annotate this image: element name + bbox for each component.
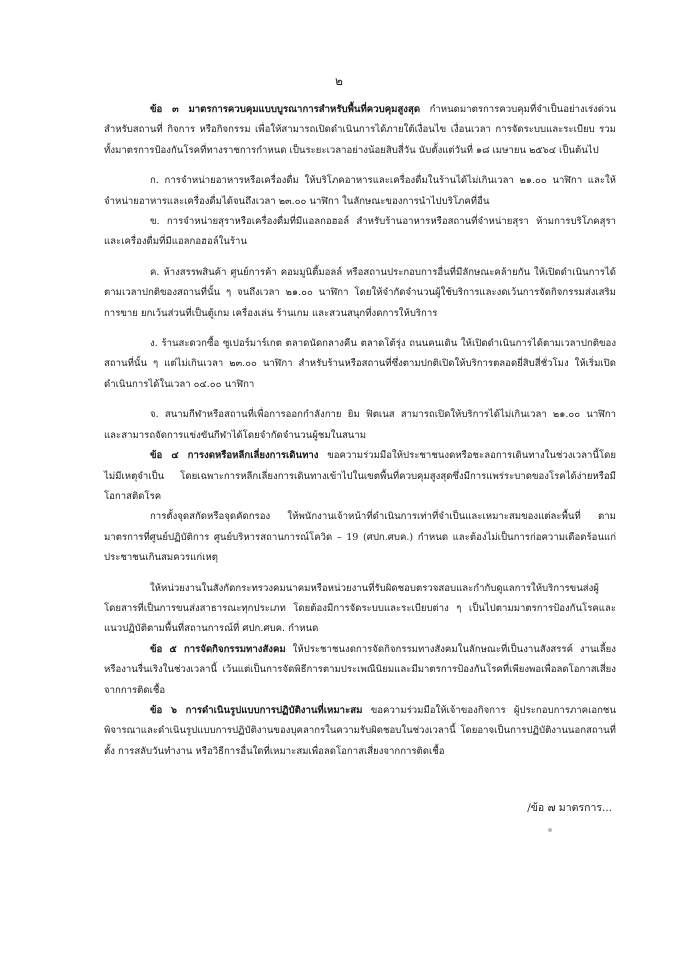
document-body	[104, 100, 616, 762]
paragraph-text: กำหนดมาตรการควบคุมที่จำเป็นอย่างเร่งด่วน สำหรับสถานที่ กิจการ หรือกิจกรรม เพื่อให้สามารถเปิดดำเนินการได้ภายใต้เงื่อนไข เงื่อนเวลา การจัดระบบและระเบียบ รวมทั้งมาตรการป้องกันโรคที่ทางราชการกำหนด เป็นระยะเวลาอย่างน้อยสิบสี่วัน นับตั้งแต่วันที่ ๑๘ เมษายน ๒๕๖๔ เป็นต้นไป	[104, 104, 616, 156]
paragraph-text: ข. การจำหน่ายสุราหรือเครื่องดื่มที่มีแอลกอฮอล์ สำหรับร้านอาหารหรือสถานที่จำหน่ายสุรา ห้ามการบริโภคสุราและเครื่องดื่มที่มีแอลกอฮอล์ในร้าน	[104, 216, 616, 248]
paragraph-text: ขอความร่วมมือให้ประชาชนงดหรือชะลอการเดินทางในช่วงเวลานี้โดยไม่มีเหตุจำเป็น โดยเฉพาะการหลีกเลี่ยงการเดินทางเข้าไปในเขตพื้นที่ควบคุมสูงสุดซึ่งมีการแพร่ระบาดของโรคได้ง่ายหรือมีโอกาสติดโรค	[104, 450, 616, 502]
clause-heading: ข้อ ๕ การจัดกิจกรรมทางสังคม	[150, 643, 286, 655]
paragraph-item-ngo	[104, 334, 616, 395]
paragraph-item-kho-khwai	[104, 263, 616, 324]
paragraph-checkpoints	[104, 507, 616, 568]
paragraph-item-kho	[104, 212, 616, 253]
paragraph-clause-5	[104, 640, 616, 701]
paragraph-text: ให้หน่วยงานในสังกัดกระทรวงคมนาคมหรือหน่วยงานที่รับผิดชอบตรวจสอบและกำกับดูแลการให้บริการขนส่งผู้โดยสารที่เป็นการขนส่งสาธารณะทุกประเภท โดยต้องมีการจัดระบบและระเบียบต่าง ๆ เป็นไปตามมาตรการป้องกันโรคและแนวปฏิบัติตามพื้นที่สถานการณ์ที่ ศปก.ศบค. กำหนด	[104, 582, 616, 635]
paragraph-clause-3	[104, 100, 616, 161]
paragraph-text: ขอความร่วมมือให้เจ้าของกิจการ ผู้ประกอบการภาคเอกชนพิจารณาและดำเนินรูปแบบการปฏิบัติงานของบุคลากรในความรับผิดชอบในช่วงเวลานี้ โดยอาจเป็นการปฏิบัติงานนอกสถานที่ตั้ง การสลับวันทำงาน หรือวิธีการอื่นใดที่เหมาะสมเพื่อลดโอกาสเสี่ยงจากการติดเชื้อ	[104, 704, 616, 757]
clause-heading: ข้อ ๖ การดำเนินรูปแบบการปฏิบัติงานที่เหมาะสม	[150, 704, 363, 716]
paragraph-text: ค. ห้างสรรพสินค้า ศูนย์การค้า คอมมูนิตี้มอลล์ หรือสถานประกอบการอื่นที่มีลักษณะคล้ายกัน ให้เปิดดำเนินการได้ตามเวลาปกติของสถานที่นั้น ๆ จนถึงเวลา ๒๑.๐๐ นาฬิกา โดยให้จำกัดจำนวนผู้ใช้บริการและงดเว้นการจัดกิจกรรมส่งเสริมการขาย ยกเว้นส่วนที่เป็นตู้เกม เครื่องเล่น ร้านเกม และสวนสนุกที่งดการให้บริการ	[104, 266, 616, 319]
paragraph-text: จ. สนามกีฬาหรือสถานที่เพื่อการออกกำลังกาย ยิม ฟิตเนส สามารถเปิดให้บริการได้ไม่เกินเวลา ๒๑.๐๐ นาฬิกา และสามารถจัดการแข่งขันกีฬาได้โดยจำกัดจำนวนผู้ชมในสนาม	[104, 409, 616, 441]
paragraph-text: ง. ร้านสะดวกซื้อ ซูเปอร์มาร์เกต ตลาดนัดกลางคืน ตลาดโต้รุ่ง ถนนคนเดิน ให้เปิดดำเนินการได้ตามเวลาปกติของสถานที่นั้น ๆ แต่ไม่เกินเวลา ๒๓.๐๐ นาฬิกา สำหรับร้านหรือสถานที่ซึ่งตามปกติเปิดให้บริการตลอดยี่สิบสี่ชั่วโมง ให้เริ่มเปิดดำเนินการได้ในเวลา ๐๔.๐๐ นาฬิกา	[104, 338, 616, 390]
page-number: ๒	[335, 74, 343, 88]
paragraph-transport	[104, 579, 616, 640]
clause-heading: ข้อ ๓ มาตรการควบคุมแบบบูรณาการสำหรับพื้นที่ควบคุมสูงสุด	[150, 104, 421, 115]
paragraph-text: ก. การจำหน่ายอาหารหรือเครื่องดื่ม ให้บริโภคอาหารและเครื่องดื่มในร้านได้ไม่เกินเวลา ๒๑.๐๐ นาฬิกา และให้จำหน่ายอาหารและเครื่องดื่มได้จนถึงเวลา ๒๓.๐๐ นาฬิกา ในลักษณะของการนำไปบริโภคที่อื่น	[104, 175, 616, 207]
paragraph-text: การตั้งจุดสกัดหรือจุดคัดกรอง ให้พนักงานเจ้าหน้าที่ดำเนินการเท่าที่จำเป็นและเหมาะสมของแต่ละพื้นที่ ตามมาตรการที่ศูนย์ปฏิบัติการ ศูนย์บริหารสถานการณ์โควิด – 19 (ศปก.ศบค.) กำหนด และต้องไม่เป็นการก่อความเดือดร้อนแก่ประชาชนเกินสมควรแก่เหตุ	[104, 511, 616, 564]
scan-speck	[548, 828, 552, 832]
paragraph-clause-4	[104, 446, 616, 507]
paragraph-clause-6	[104, 701, 616, 762]
paragraph-item-ka	[104, 171, 616, 212]
clause-heading: ข้อ ๔ การงดหรือหลีกเลี่ยงการเดินทาง	[150, 450, 319, 462]
continuation-note: /ข้อ ๗ มาตรการ...	[527, 802, 612, 814]
paragraph-text: ให้ประชาชนงดการจัดกิจกรรมทางสังคมในลักษณะที่เป็นงานสังสรรค์ งานเลี้ยง หรืองานรื่นเริงในช่วงเวลานี้ เว้นแต่เป็นการจัดพิธีการตามประเพณีนิยมและมีมาตรการป้องกันโรคที่เพียงพอเพื่อลดโอกาสเสี่ยงจากการติดเชื้อ	[104, 643, 616, 696]
paragraph-item-cho	[104, 405, 616, 446]
